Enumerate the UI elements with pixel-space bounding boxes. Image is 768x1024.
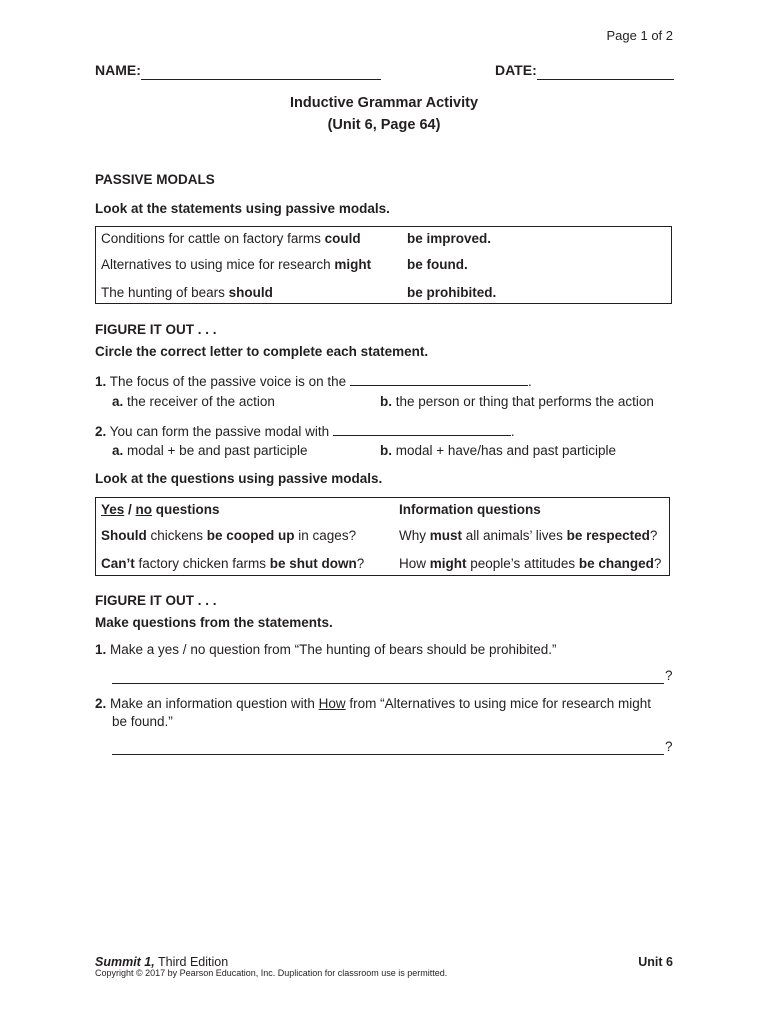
information-question: How might people’s attitudes be changed? — [399, 556, 662, 571]
statement-rest: be found. — [407, 257, 468, 272]
statements-table — [95, 226, 672, 304]
name-input-line[interactable] — [141, 63, 381, 80]
answer-blank[interactable] — [350, 372, 528, 386]
option-1a[interactable]: a. the receiver of the action — [112, 394, 275, 409]
figure-it-out-heading-2: FIGURE IT OUT . . . — [95, 593, 217, 608]
date-label: DATE: — [495, 62, 537, 78]
questions-intro: Look at the questions using passive modals. — [95, 471, 383, 486]
date-field-row — [495, 62, 674, 80]
answer-blank[interactable] — [333, 422, 511, 436]
page-number: Page 1 of 2 — [606, 28, 673, 43]
question-3: 1. Make a yes / no question from “The hunting of bears should be prohibited.” — [95, 642, 557, 657]
figure-it-out-heading-1: FIGURE IT OUT . . . — [95, 322, 217, 337]
question-1: 1. The focus of the passive voice is on the . — [95, 374, 532, 389]
option-2a[interactable]: a. modal + be and past participle — [112, 443, 308, 458]
answer-line-1[interactable] — [112, 668, 664, 684]
name-field-row — [95, 62, 381, 80]
table-row — [96, 524, 669, 552]
statement-rest: be improved. — [407, 231, 492, 246]
yes-no-question: Should chickens be cooped up in cages? — [101, 528, 357, 543]
information-question: Why must all animals’ lives be respected? — [399, 528, 658, 543]
column-header-information: Information questions — [399, 502, 541, 517]
name-label: NAME: — [95, 62, 141, 78]
statement-subject: Conditions for cattle on factory farms could — [101, 231, 361, 246]
worksheet-subtitle: (Unit 6, Page 64) — [327, 117, 441, 133]
date-input-line[interactable] — [537, 63, 674, 80]
statement-rest: be prohibited. — [407, 285, 497, 300]
section-heading: PASSIVE MODALS — [95, 172, 215, 187]
footer-unit: Unit 6 — [638, 955, 673, 969]
statement-subject: The hunting of bears should — [101, 285, 273, 300]
table-row — [96, 281, 671, 305]
table-header-row — [96, 498, 669, 524]
column-header-yes-no: Yes / no questions — [101, 502, 220, 517]
question-4: 2. Make an information question with How from “Alternatives to using mice for research might — [95, 696, 652, 711]
question-mark: ? — [665, 668, 673, 683]
statement-subject: Alternatives to using mice for research might — [101, 257, 372, 272]
table-row — [96, 552, 669, 575]
question-mark: ? — [665, 739, 673, 754]
option-1b[interactable]: b. the person or thing that performs the action — [380, 394, 654, 409]
table-row — [96, 253, 671, 281]
question-2: 2. You can form the passive modal with . — [95, 424, 515, 439]
option-2b[interactable]: b. modal + have/has and past participle — [380, 443, 617, 458]
footer-book-title: Summit 1, Third Edition — [95, 955, 229, 969]
worksheet-title: Inductive Grammar Activity — [289, 95, 479, 111]
statements-intro: Look at the statements using passive modals. — [95, 201, 390, 216]
questions-table — [95, 497, 670, 576]
figure-it-out-instruction-1: Circle the correct letter to complete each statement. — [95, 344, 429, 359]
question-4-continued: be found.” — [112, 714, 173, 729]
answer-line-2[interactable] — [112, 739, 664, 755]
copyright-notice: Copyright © 2017 by Pearson Education, Inc. Duplication for classroom use is permitted. — [95, 968, 448, 978]
yes-no-question: Can’t factory chicken farms be shut down? — [101, 556, 365, 571]
table-row — [96, 227, 671, 253]
figure-it-out-instruction-2: Make questions from the statements. — [95, 615, 333, 630]
